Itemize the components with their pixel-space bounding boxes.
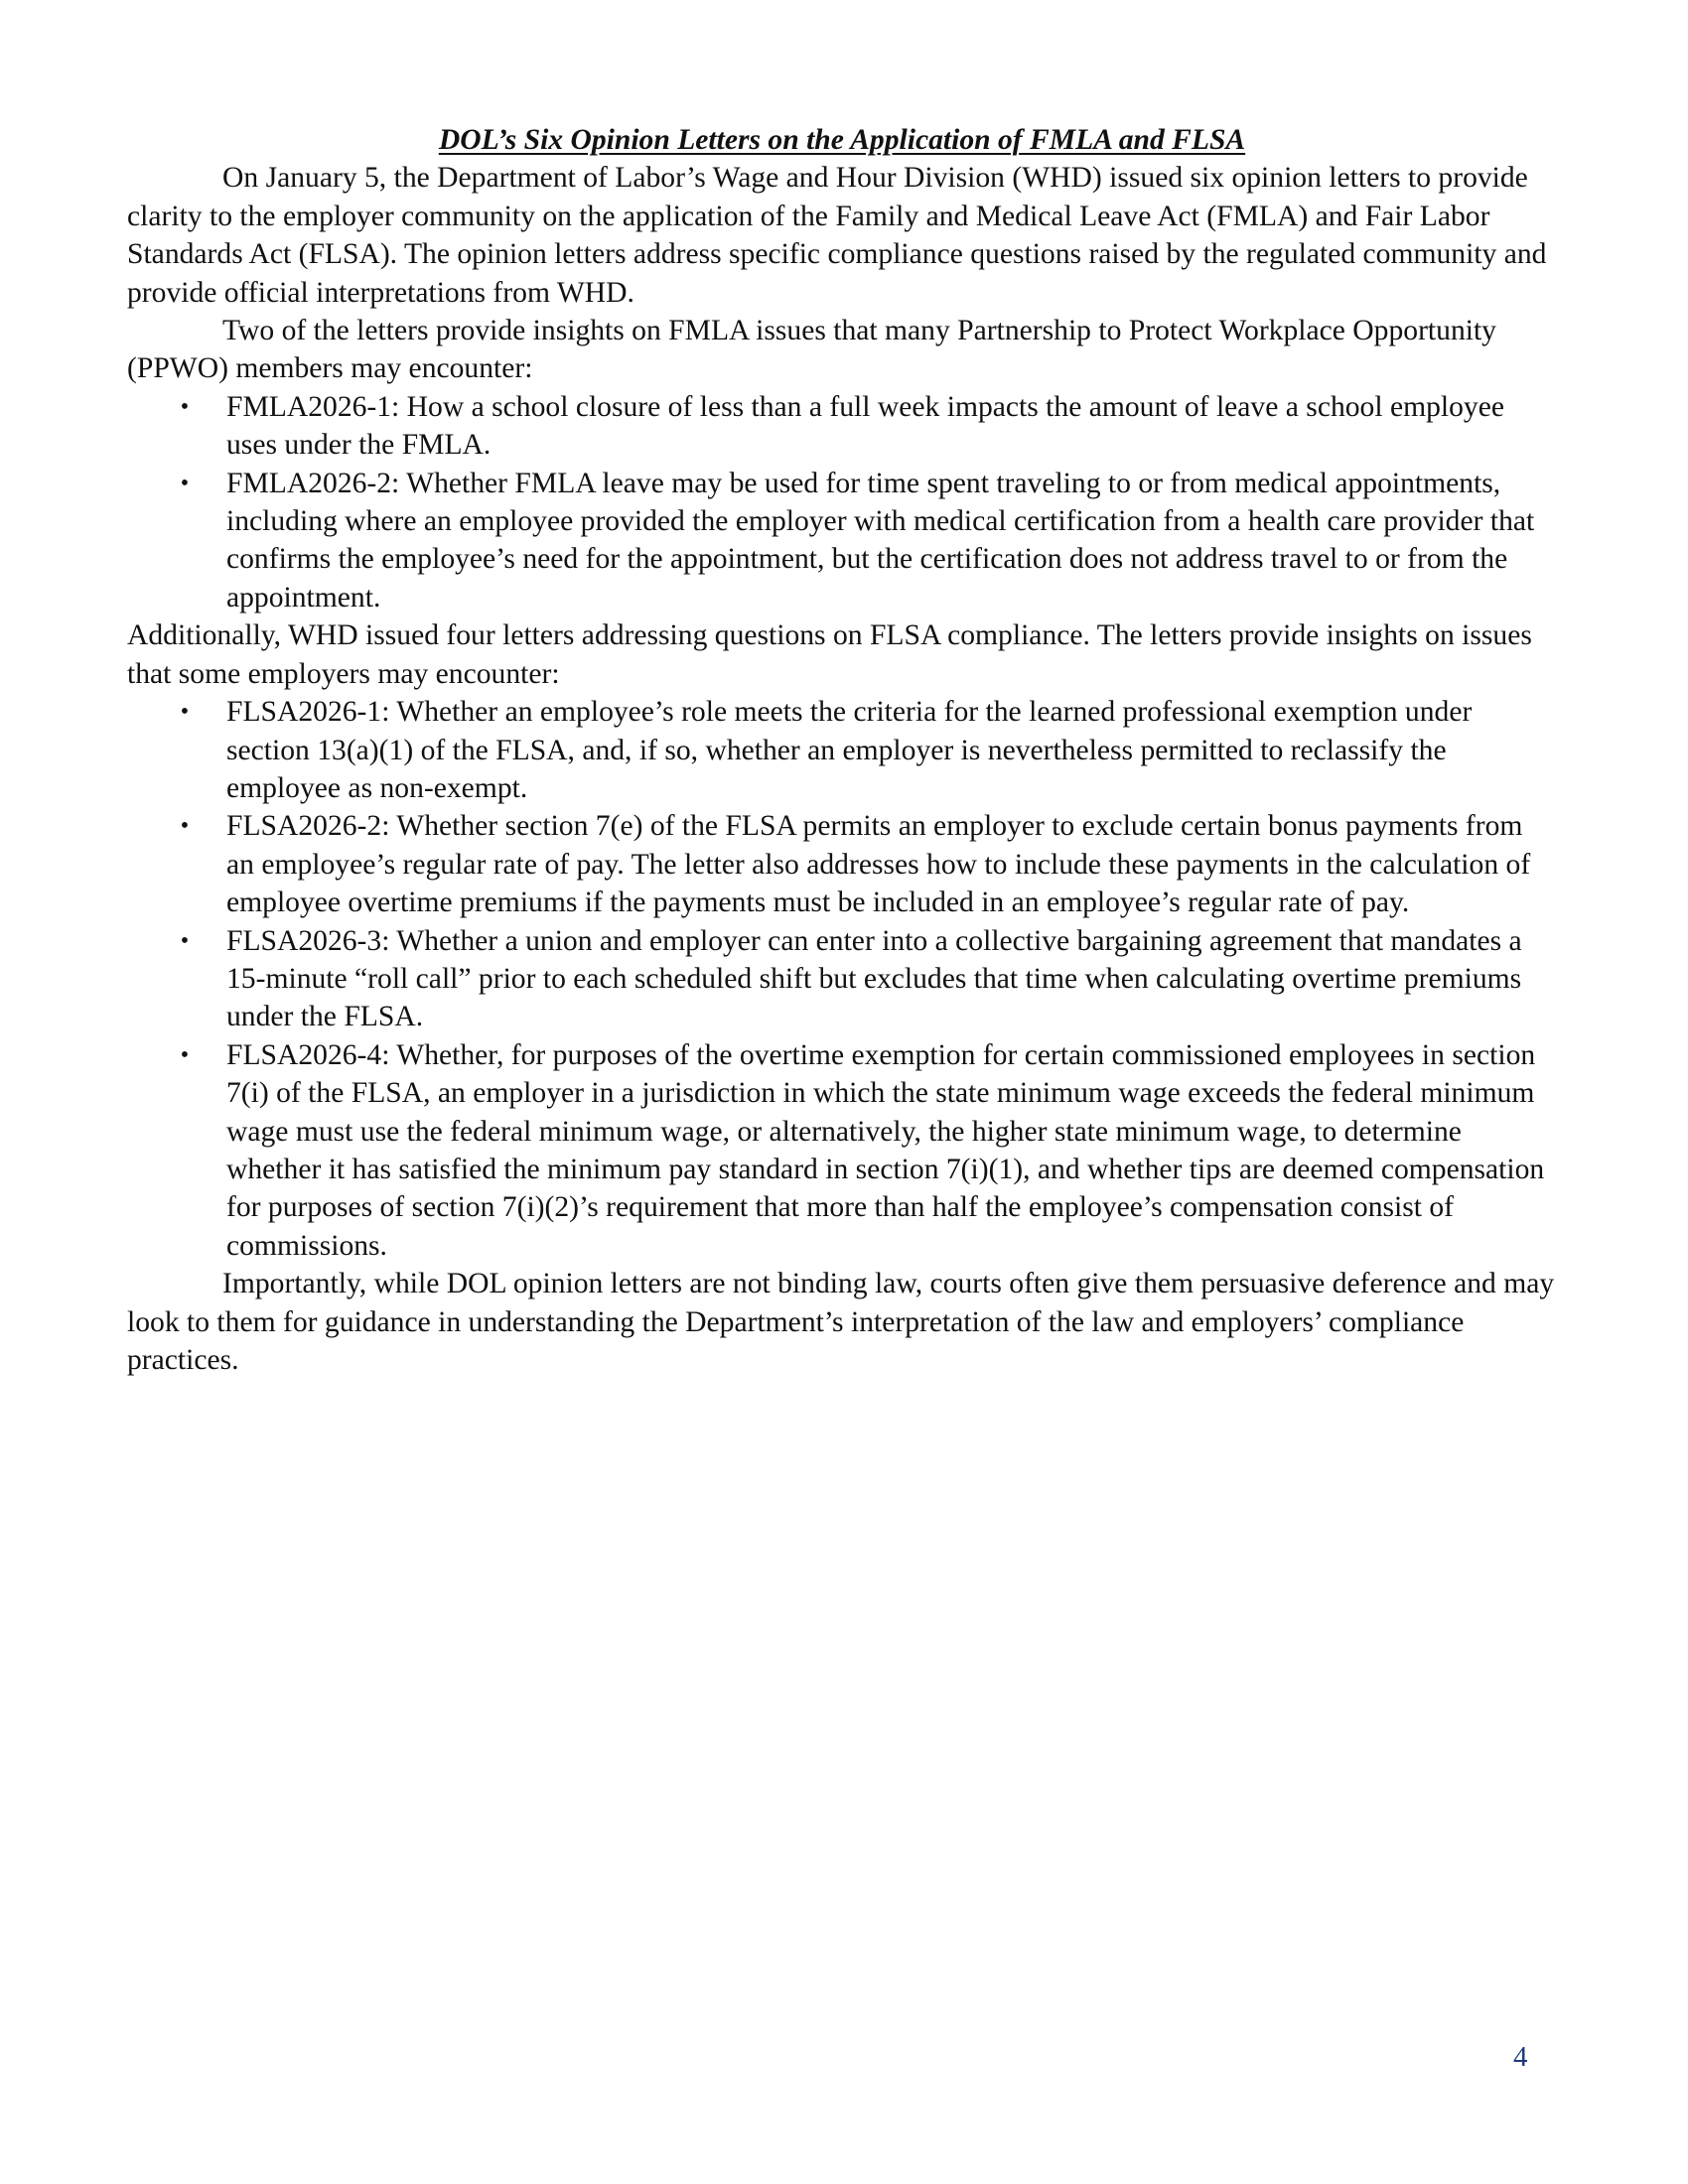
document-page xyxy=(127,121,1557,1379)
flsa-letter-text: FLSA2026-2: Whether section 7(e) of the FLSA permits an employer to exclude certain bonus payments from an employee’s regular rate of pay. The letter also addresses how to include these payments in the calculation of employee overtime premiums if the payments must be included in an employee’s regular rate of pay. xyxy=(226,810,1531,919)
list-item xyxy=(127,388,1557,465)
list-item xyxy=(127,922,1557,1036)
fmla-letter-text: FMLA2026-2: Whether FMLA leave may be used for time spent traveling to or from medical appointments, including where an employee provided the employer with medical certification from a health care provider that confirms the employee’s need for the appointment, but the certification does not address travel to or from the appointment. xyxy=(226,467,1535,614)
bullet-icon: • xyxy=(180,1041,190,1068)
bullet-icon: • xyxy=(180,470,190,496)
bullet-icon: • xyxy=(180,813,190,840)
flsa-letter-text: FLSA2026-3: Whether a union and employer can enter into a collective bargaining agreement that mandates a 15-minute “roll call” prior to each scheduled shift but excludes that time when calculating overtime premiums under the FLSA. xyxy=(226,924,1522,1033)
flsa-letter-list xyxy=(127,693,1557,1265)
intro-paragraph: On January 5, the Department of Labor’s Wage and Hour Division (WHD) issued six opinion letters to provide clarity to the employer community on the application of the Family and Medical Leave Act (FMLA) and Fair Labor Standards Act (FLSA). The opinion letters address specific compliance questions raised by the regulated community and provide official interpretations from WHD. xyxy=(127,162,1547,309)
list-item xyxy=(127,1036,1557,1265)
list-item xyxy=(127,693,1557,807)
bullet-icon: • xyxy=(180,699,190,726)
flsa-intro-paragraph: Additionally, WHD issued four letters addressing questions on FLSA compliance. The letters provide insights on issues that some employers may encounter: xyxy=(127,619,1532,690)
closing-paragraph: Importantly, while DOL opinion letters are not binding law, courts often give them persuasive deference and may look to them for guidance in understanding the Department’s interpretation of the law and employers’ compliance practices. xyxy=(127,1268,1555,1376)
fmla-letter-text: FMLA2026-1: How a school closure of less than a full week impacts the amount of leave a school employee uses under the FMLA. xyxy=(226,390,1504,462)
page-number: 4 xyxy=(1513,2041,1528,2073)
bullet-icon: • xyxy=(180,927,190,954)
flsa-letter-text: FLSA2026-4: Whether, for purposes of the overtime exemption for certain commissioned employees in section 7(i) of the FLSA, an employer in a jurisdiction in which the state minimum wage exceeds the federal minimum wage must use the federal minimum wage, or alternatively, the higher state minimum wage, to determine whether it has satisfied the minimum pay standard in section 7(i)(1), and whether tips are deemed compensation for purposes of section 7(i)(2)’s requirement that more than half the employee’s compensation consist of commissions. xyxy=(226,1038,1545,1262)
bullet-icon: • xyxy=(180,393,190,420)
list-item xyxy=(127,465,1557,617)
document-title: DOL’s Six Opinion Letters on the Application of FMLA and FLSA xyxy=(438,124,1246,156)
fmla-letter-list xyxy=(127,388,1557,616)
flsa-letter-text: FLSA2026-1: Whether an employee’s role meets the criteria for the learned professional exemption under section 13(a)(1) of the FLSA, and, if so, whether an employer is nevertheless permitted to reclassify the employee as non-exempt. xyxy=(226,696,1473,804)
list-item xyxy=(127,807,1557,921)
fmla-intro-paragraph: Two of the letters provide insights on FMLA issues that many Partnership to Protect Workplace Opportunity (PPWO) members may encounter: xyxy=(127,315,1496,385)
